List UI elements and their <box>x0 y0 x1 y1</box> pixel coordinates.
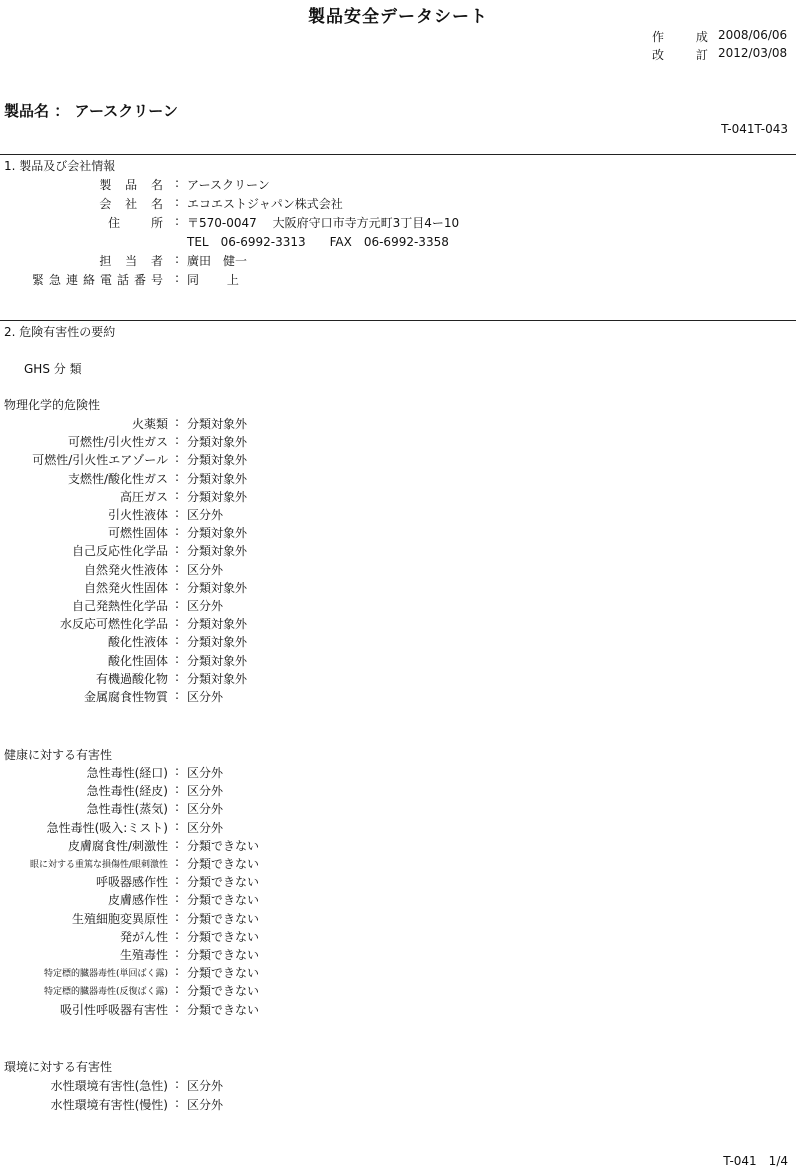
row-colon: : <box>175 1000 180 1015</box>
row-value: 区分外 <box>187 562 224 577</box>
row-label: 高圧ガス <box>119 489 168 504</box>
row-label: 生殖細胞変異原性 <box>71 911 168 926</box>
row-label: 酸化性固体 <box>107 653 168 668</box>
row-value: 分類できない <box>187 857 260 871</box>
row-colon: : <box>175 271 180 285</box>
row-label: 水性環境有害性(慢性) <box>50 1098 168 1112</box>
row-value: 区分外 <box>187 508 224 522</box>
row-label: 発がん性 <box>119 929 168 944</box>
section-divider <box>0 154 796 155</box>
row-value: 分類対象外 <box>187 435 248 450</box>
row-value: 分類できない <box>187 893 260 908</box>
row-value: 区分外 <box>187 690 224 704</box>
row-label: 火薬類 <box>131 417 168 431</box>
row-colon: : <box>175 615 180 630</box>
row-value: エコエストジャパン株式会社 <box>187 197 343 211</box>
row-label: 生殖毒性 <box>119 948 168 962</box>
row-colon: : <box>175 633 180 648</box>
row-colon: : <box>175 597 180 611</box>
row-label: 自然発火性固体 <box>83 580 168 595</box>
ghs-label: GHS 分 類 <box>24 362 82 376</box>
row-value: 分類できない <box>187 966 260 981</box>
row-colon: : <box>175 1077 180 1091</box>
row-label: 特定標的臓器毒性(反復ばく露) <box>43 987 168 998</box>
row-colon: : <box>175 433 180 448</box>
row-value: 分類できない <box>187 929 260 944</box>
row-label: 水反応可燃性化学品 <box>59 617 168 632</box>
row-label: 自己発熱性化学品 <box>71 599 168 613</box>
row-colon: : <box>175 195 180 209</box>
row-label: 急性毒性(蒸気) <box>86 802 168 817</box>
row-label: 可燃性固体 <box>107 526 168 541</box>
row-label: 急性毒性(経口) <box>86 766 168 780</box>
row-colon: : <box>175 818 180 833</box>
row-colon: : <box>175 891 180 906</box>
revised-date: 2012/03/08 <box>718 46 788 60</box>
row-label: 皮膚腐食性/刺激性 <box>67 838 168 853</box>
row-colon: : <box>175 578 180 593</box>
row-colon: : <box>175 506 180 520</box>
row-colon: : <box>175 1096 180 1110</box>
row-value: 分類できない <box>187 875 260 890</box>
row-label: 緊急連絡電話番号 <box>31 273 168 287</box>
row-colon: : <box>175 469 180 484</box>
row-colon: : <box>175 487 180 502</box>
row-colon: : <box>175 688 180 702</box>
row-value: 分類対象外 <box>187 617 248 632</box>
revised-label: 改 訂 <box>652 48 722 62</box>
row-value: 区分外 <box>187 784 224 799</box>
health-hazards-title: 健康に対する有害性 <box>4 748 113 762</box>
row-colon: : <box>175 214 180 228</box>
row-colon: : <box>175 669 180 684</box>
row-label: 自己反応性化学品 <box>71 544 168 559</box>
page-reference: T-041 1/4 <box>723 1154 788 1168</box>
row-value: 区分外 <box>187 802 224 817</box>
row-label: 酸化性液体 <box>107 635 168 650</box>
row-colon: : <box>175 836 180 851</box>
created-label: 作 成 <box>652 30 722 44</box>
row-value: 分類対象外 <box>187 471 248 486</box>
row-value: 分類対象外 <box>187 635 248 650</box>
row-colon: : <box>175 415 180 429</box>
row-value: 分類対象外 <box>187 526 248 541</box>
row-label: 可燃性/引火性ガス <box>67 435 168 450</box>
row-colon: : <box>175 764 180 778</box>
row-value: 分類できない <box>187 911 260 926</box>
row-colon: : <box>175 873 180 888</box>
row-label: 会 社 名 <box>99 197 168 211</box>
row-value: 分類対象外 <box>187 653 248 668</box>
row-value: TEL 06-6992-3313 FAX 06-6992-3358 <box>187 235 449 249</box>
row-value: アースクリーン <box>187 178 270 192</box>
row-value: 廣田 健一 <box>187 254 248 268</box>
row-value: 区分外 <box>187 1079 224 1093</box>
row-value: 区分外 <box>187 599 224 613</box>
product-name-heading: 製品名 ： アースクリーン <box>4 102 178 120</box>
row-label: 吸引性呼吸器有害性 <box>59 1002 168 1017</box>
row-value: 分類対象外 <box>187 671 248 686</box>
row-label: 特定標的臓器毒性(単回ばく露) <box>43 969 168 980</box>
row-label: 金属腐食性物質 <box>83 690 168 704</box>
row-label: 急性毒性(経皮) <box>86 784 168 799</box>
row-label: 可燃性/引火性エアゾール <box>32 453 168 468</box>
section-1-title: 1. 製品及び会社情報 <box>4 159 116 173</box>
row-colon: : <box>175 542 180 557</box>
created-date: 2008/06/06 <box>718 28 788 42</box>
row-colon: : <box>175 524 180 539</box>
physical-hazards-title: 物理化学的危険性 <box>4 398 101 412</box>
row-colon: : <box>175 982 180 997</box>
row-label: 製 品 名 <box>99 178 168 192</box>
row-colon: : <box>175 252 180 266</box>
row-value: 分類対象外 <box>187 453 248 468</box>
row-value: 分類できない <box>187 984 260 999</box>
section-divider <box>0 320 796 321</box>
row-label: 有機過酸化物 <box>95 671 168 686</box>
row-value: 区分外 <box>187 1098 224 1112</box>
row-value: 同 上 <box>187 273 239 287</box>
row-value: 分類対象外 <box>187 580 248 595</box>
row-value: 分類できない <box>187 838 260 853</box>
row-label: 引火性液体 <box>107 508 168 522</box>
row-label: 自然発火性液体 <box>83 562 168 577</box>
row-value: 分類対象外 <box>187 544 248 559</box>
row-colon: : <box>175 560 180 575</box>
row-colon: : <box>175 451 180 466</box>
section-2-title: 2. 危険有害性の要約 <box>4 325 116 339</box>
row-colon: : <box>175 964 180 979</box>
row-label: 支燃性/酸化性ガス <box>67 471 168 486</box>
row-value: 区分外 <box>187 766 224 780</box>
environmental-hazards-title: 環境に対する有害性 <box>4 1060 113 1074</box>
document-number: T-041T-043 <box>721 122 788 136</box>
document-title: 製品安全データシート <box>308 7 488 27</box>
row-colon: : <box>175 927 180 942</box>
row-value: 分類対象外 <box>187 489 248 504</box>
row-colon: : <box>175 855 180 869</box>
row-label: 担 当 者 <box>99 254 168 268</box>
row-colon: : <box>175 651 180 666</box>
row-colon: : <box>175 176 180 190</box>
row-colon: : <box>175 782 180 797</box>
row-colon: : <box>175 909 180 924</box>
row-label: 急性毒性(吸入:ミスト) <box>46 820 168 835</box>
row-label: 眼に対する重篤な損傷性/眼刺激性 <box>29 860 168 870</box>
row-value: 分類できない <box>187 1002 260 1017</box>
row-colon: : <box>175 800 180 815</box>
row-label: 水性環境有害性(急性) <box>50 1079 168 1093</box>
row-label: 皮膚感作性 <box>107 893 168 908</box>
row-value: 〒570-0047 大阪府守口市寺方元町3丁目4ー10 <box>187 216 460 230</box>
row-value: 区分外 <box>187 820 224 835</box>
row-label: 呼吸器感作性 <box>95 875 168 890</box>
row-colon: : <box>175 946 180 960</box>
row-value: 分類対象外 <box>187 417 248 431</box>
row-label: 住 所 <box>108 216 168 230</box>
row-value: 分類できない <box>187 948 260 962</box>
